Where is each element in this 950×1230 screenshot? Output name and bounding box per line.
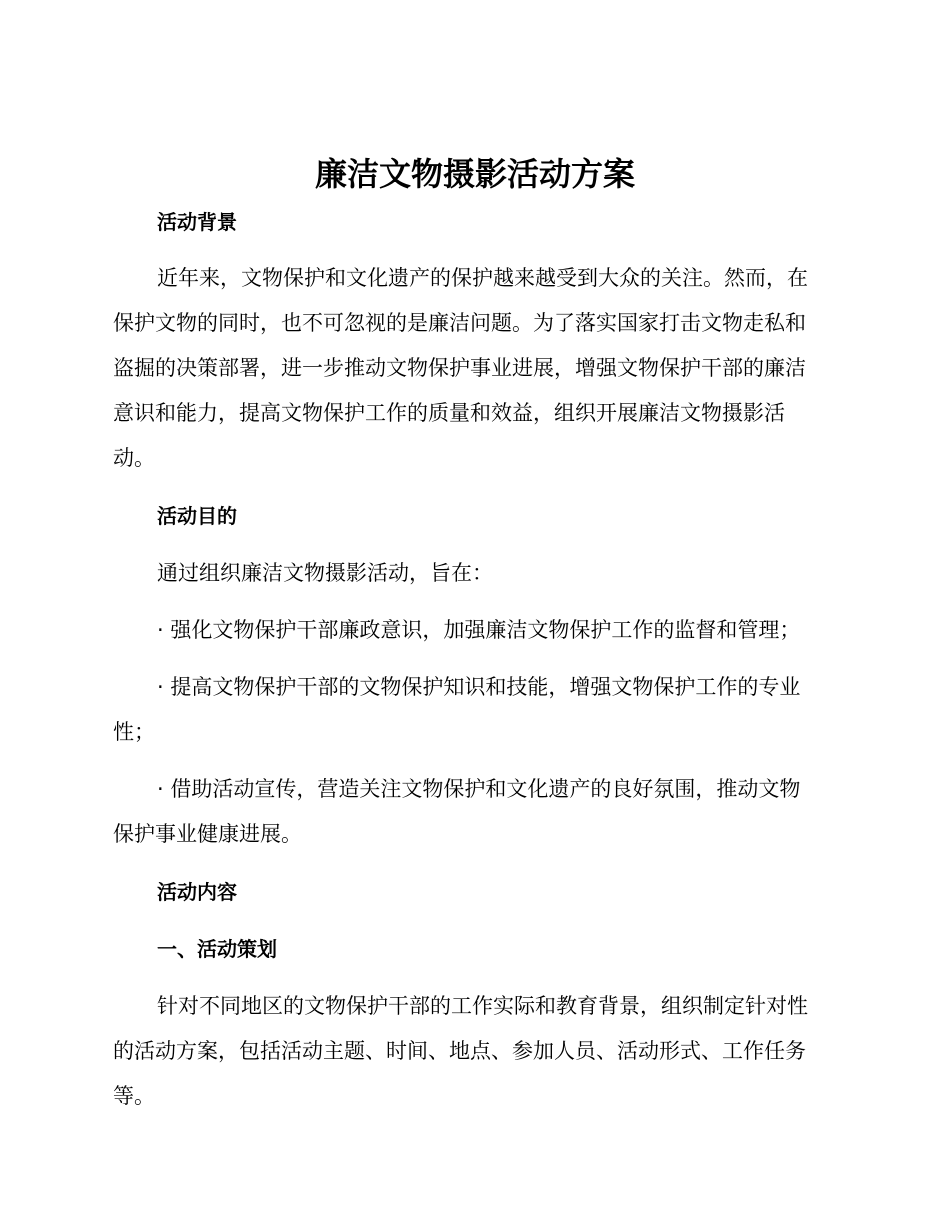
paragraph-line: 保护文物的同时，也不可忽视的是廉洁问题。为了落实国家打击文物走私和: [113, 311, 806, 335]
paragraph-purpose-intro: [113, 551, 831, 596]
paragraph-line: 盗掘的决策部署，进一步推动文物保护事业进展，增强文物保护干部的廉洁: [113, 356, 806, 380]
document-title: 廉洁文物摄影活动方案: [314, 155, 635, 193]
section-heading-background: 活动背景: [157, 210, 237, 234]
paragraph-line: 的活动方案，包括活动主题、时间、地点、参加人员、活动形式、工作任务: [113, 1039, 806, 1063]
paragraph-background: [113, 256, 831, 481]
paragraph-line: 等。: [113, 1084, 155, 1108]
section-heading-content: 活动内容: [157, 880, 237, 904]
bullet-line: 保护事业健康进展。: [113, 822, 302, 846]
bullet-item-integrity: [113, 608, 831, 653]
paragraph-line: 动。: [113, 446, 155, 470]
paragraph-line: 针对不同地区的文物保护干部的工作实际和教育背景，组织制定针对性: [157, 994, 808, 1018]
paragraph-line: 近年来，文物保护和文化遗产的保护越来越受到大众的关注。然而，在: [157, 266, 808, 290]
bullet-line: · 借助活动宣传，营造关注文物保护和文化遗产的良好氛围，推动文物: [157, 777, 801, 801]
paragraph-planning: [113, 984, 831, 1119]
bullet-item-publicity: [113, 767, 831, 857]
subsection-heading-planning: 一、活动策划: [157, 937, 277, 961]
section-heading-purpose: 活动目的: [157, 504, 237, 528]
bullet-line: 性；: [113, 720, 155, 744]
bullet-line: · 强化文物保护干部廉政意识，加强廉洁文物保护工作的监督和管理；: [157, 618, 801, 642]
bullet-line: · 提高文物保护干部的文物保护知识和技能，增强文物保护工作的专业: [157, 675, 801, 699]
bullet-item-skills: [113, 665, 831, 755]
paragraph-line: 意识和能力，提高文物保护工作的质量和效益，组织开展廉洁文物摄影活: [113, 401, 785, 425]
paragraph-line: 通过组织廉洁文物摄影活动，旨在：: [157, 561, 493, 585]
